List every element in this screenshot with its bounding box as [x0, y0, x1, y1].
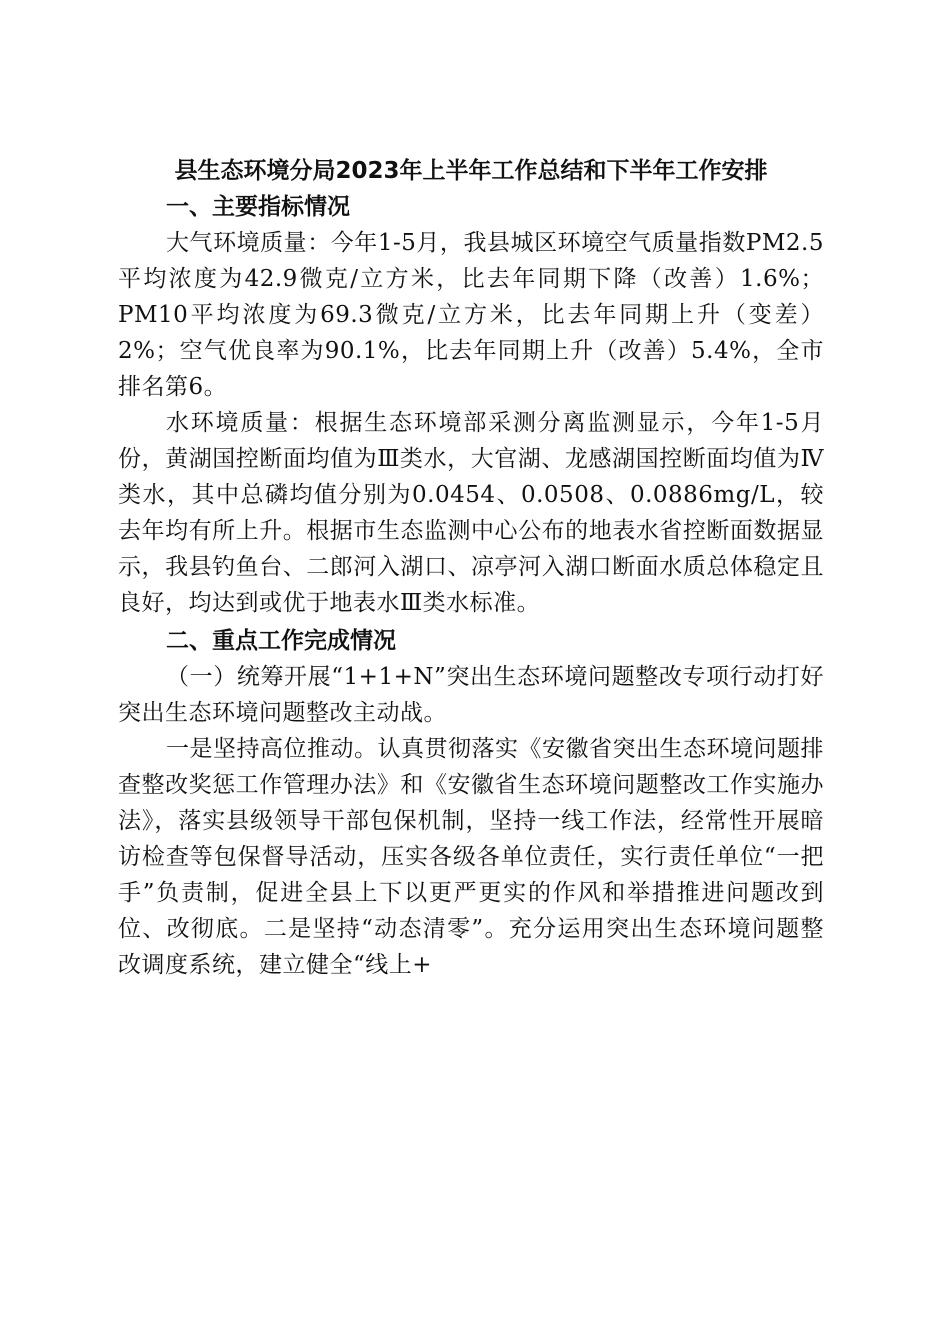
paragraph-subsection-1: （一）统筹开展“1+1+N”突出生态环境问题整改专项行动打好突出生态环境问题整改主动战。 [118, 664, 824, 726]
document-page [118, 153, 824, 983]
document-title: 县生态环境分局2023年上半年工作总结和下半年工作安排 [174, 158, 768, 184]
section-heading-key-work: 二、重点工作完成情况 [166, 628, 396, 654]
paragraph-air-quality: 大气环境质量：今年1-5月，我县城区环境空气质量指数PM2.5平均浓度为42.9微克/立方米，比去年同期下降（改善）1.6%；PM10平均浓度为69.3微克/立方米，比去年同期上升（变差）2%；空气优良率为90.1%，比去年同期上升（改善）5.4%，全市排名第6。 [118, 230, 824, 400]
paragraph-work-details: 一是坚持高位推动。认真贯彻落实《安徽省突出生态环境问题排查整改奖惩工作管理办法》和《安徽省生态环境问题整改工作实施办法》，落实县级领导干部包保机制，坚持一线工作法，经常性开展暗访检查等包保督导活动，压实各级各单位责任，实行责任单位“一把手”负责制，促进全县上下以更严更实的作风和举措推进问题改到位、改彻底。二是坚持“动态清零”。充分运用突出生态环境问题整改调度系统，建立健全“线上+ [118, 736, 824, 978]
paragraph-water-quality: 水环境质量：根据生态环境部采测分离监测显示，今年1-5月份，黄湖国控断面均值为Ⅲ类水，大官湖、龙感湖国控断面均值为Ⅳ类水，其中总磷均值分别为0.0454、0.0508、0.0886mg/L，较去年均有所上升。根据市生态监测中心公布的地表水省控断面数据显示，我县钓鱼台、二郎河入湖口、凉亭河入湖口断面水质总体稳定且良好，均达到或优于地表水Ⅲ类水标准。 [118, 410, 824, 616]
section-heading-main-indicators: 一、主要指标情况 [166, 194, 350, 220]
